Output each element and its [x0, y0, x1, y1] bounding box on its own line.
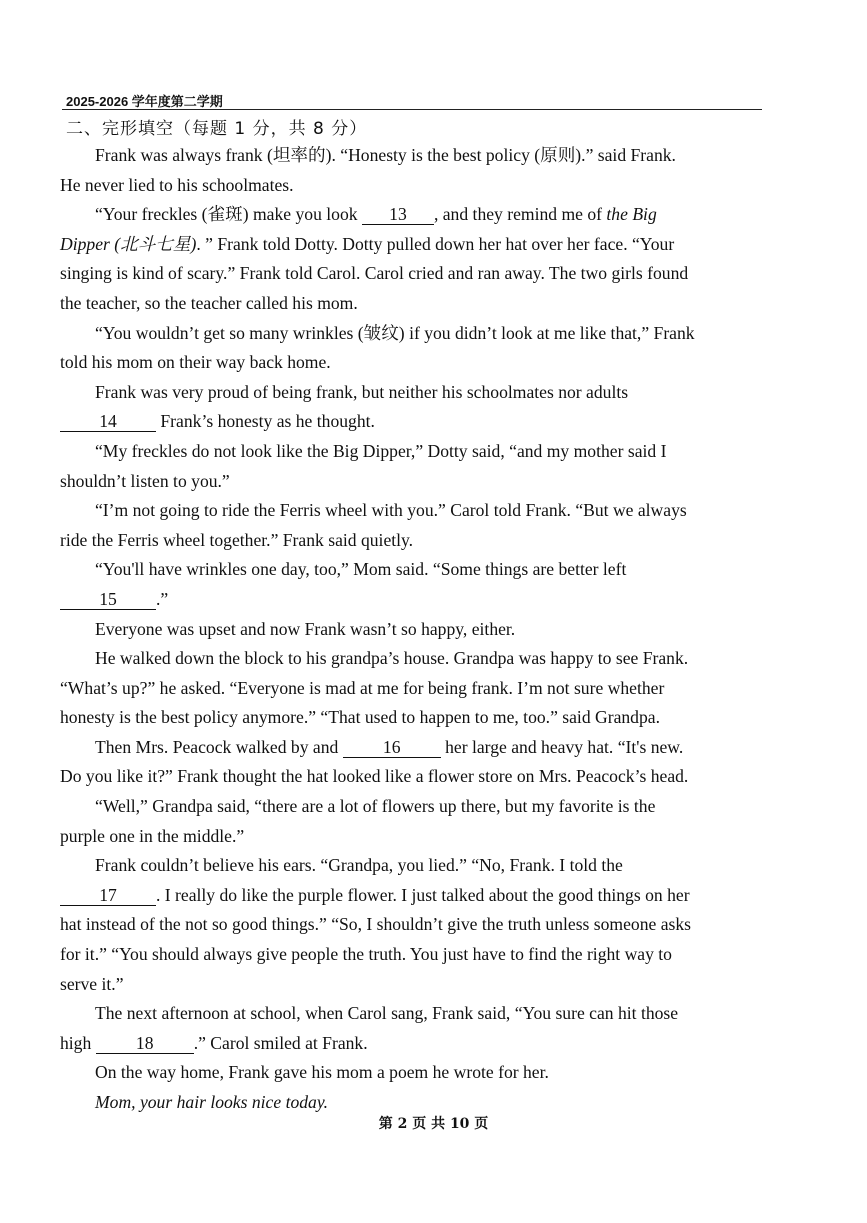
passage-line: “Well,” Grandpa said, “there are a lot of flowers up there, but my favorite is the [95, 796, 656, 817]
blank-15: 15 [60, 589, 156, 610]
passage-line [60, 1029, 770, 1059]
line-text: , and they remind me of [433, 204, 607, 225]
passage-line [60, 407, 770, 437]
line-text: high [60, 1032, 96, 1053]
passage-line: On the way home, Frank gave his mom a poem he wrote for her. [95, 1062, 549, 1083]
blank-16: 16 [343, 737, 441, 758]
blank-18: 18 [96, 1033, 194, 1054]
poem-line: Mom, your hair looks nice today. [95, 1092, 329, 1112]
blank-17: 17 [60, 885, 156, 906]
line-text: .” [156, 588, 169, 609]
passage-line: Frank couldn’t believe his ears. “Grandpa, you lied.” “No, Frank. I told the [95, 855, 623, 876]
section-title: 二、完形填空（每题 1 分，共 8 分） [66, 119, 368, 139]
passage-line: singing is kind of scary.” Frank told Carol. Carol cried and ran away. The two girls found [60, 263, 689, 284]
line-text: .” Carol smiled at Frank. [193, 1032, 368, 1053]
passage-line: He walked down the block to his grandpa’s house. Grandpa was happy to see Frank. [95, 648, 689, 669]
page-number: 第 2 页 共 10 页 [378, 1116, 489, 1132]
passage-line: “You wouldn’t get so many wrinkles (皱纹) if you didn’t look at me like that,” Frank [95, 322, 695, 343]
passage-line: hat instead of the not so good things.” “So, I shouldn’t give the truth unless someone asks [60, 914, 692, 935]
passage-line: for it.” “You should always give people the truth. You just have to find the right way to [60, 944, 672, 965]
cloze-passage [60, 141, 770, 1118]
passage-line [60, 200, 770, 230]
passage-line: ride the Ferris wheel together.” Frank said quietly. [60, 529, 414, 550]
line-text: Then Mrs. Peacock walked by and [95, 736, 343, 757]
line-text: Frank’s honesty as he thought. [156, 411, 375, 432]
passage-line [60, 733, 770, 763]
header-rule [62, 109, 762, 110]
passage-line: Do you like it?” Frank thought the hat looked like a flower store on Mrs. Peacock’s head. [60, 766, 689, 787]
blank-14: 14 [60, 411, 156, 432]
passage-line: “You'll have wrinkles one day, too,” Mom said. “Some things are better left [95, 559, 627, 580]
line-text: Dipper (北斗七星) [60, 233, 197, 254]
passage-line: The next afternoon at school, when Carol sang, Frank said, “You sure can hit those [95, 1003, 679, 1024]
passage-line: purple one in the middle.” [60, 825, 245, 846]
line-text: . ” Frank told Dotty. Dotty pulled down her hat over her face. “Your [196, 233, 675, 254]
passage-line: the teacher, so the teacher called his mom. [60, 292, 358, 313]
line-text: the Big [606, 204, 657, 225]
passage-line [60, 230, 770, 260]
passage-line: “What’s up?” he asked. “Everyone is mad at me for being frank. I’m not sure whether [60, 677, 665, 698]
passage-line: Everyone was upset and now Frank wasn’t so happy, either. [95, 618, 516, 639]
line-text: her large and heavy hat. “It's new. [440, 736, 684, 757]
passage-line [60, 585, 770, 615]
term-header: 2025-2026 学年度第二学期 [66, 94, 223, 109]
passage-line: Frank was very proud of being frank, but neither his schoolmates nor adults [95, 381, 629, 402]
passage-line: “I’m not going to ride the Ferris wheel with you.” Carol told Frank. “But we always [95, 500, 687, 521]
passage-line: told his mom on their way back home. [60, 352, 331, 373]
blank-13: 13 [362, 204, 434, 225]
line-text: “Your freckles (雀斑) make you look [95, 204, 362, 225]
passage-line [60, 881, 770, 911]
passage-line: “My freckles do not look like the Big Dipper,” Dotty said, “and my mother said I [95, 440, 667, 461]
passage-line: serve it.” [60, 973, 124, 994]
passage-line: honesty is the best policy anymore.” “That used to happen to me, too.” said Grandpa. [60, 707, 660, 728]
line-text: . I really do like the purple flower. I just talked about the good things on her [156, 884, 690, 905]
passage-line: Frank was always frank (坦率的). “Honesty is the best policy (原则).” said Frank. [95, 145, 676, 165]
passage-line: He never lied to his schoolmates. [60, 174, 294, 195]
passage-line: shouldn’t listen to you.” [60, 470, 230, 491]
